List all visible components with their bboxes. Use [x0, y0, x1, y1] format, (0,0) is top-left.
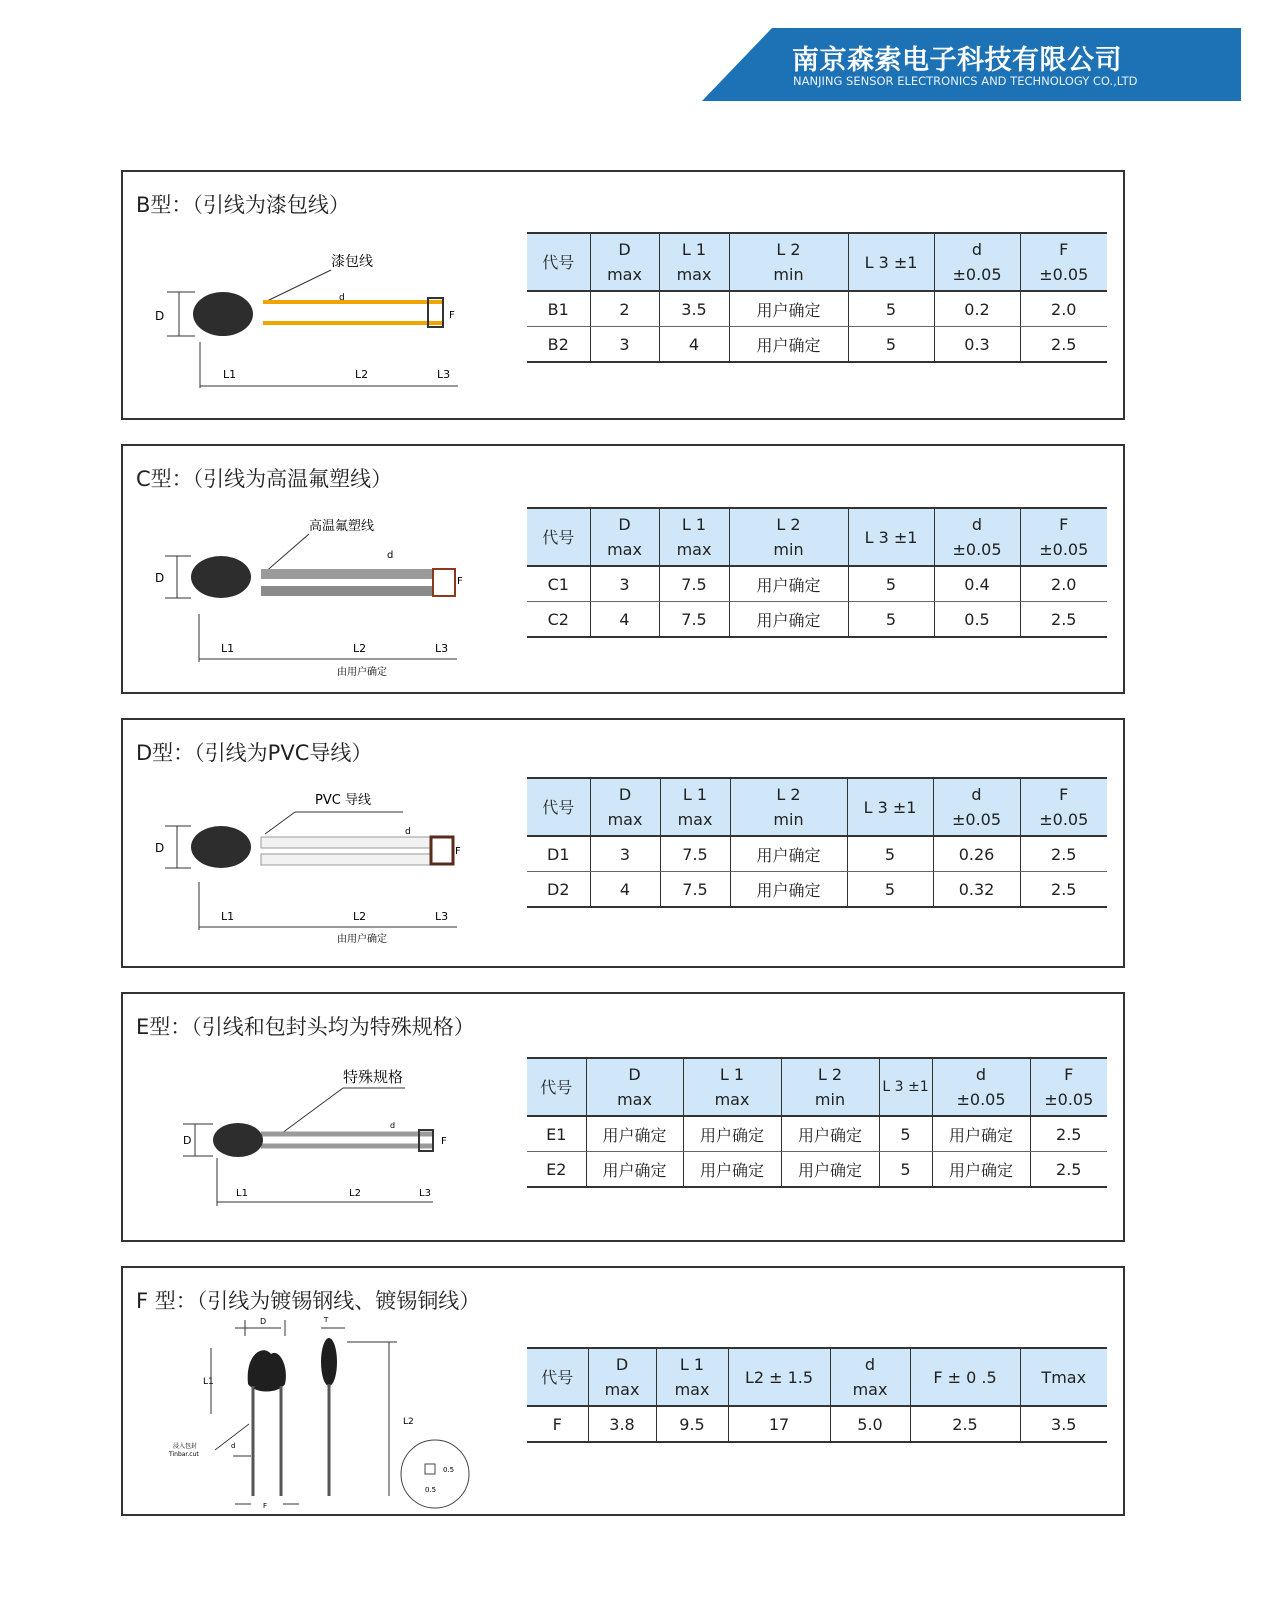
thermistor-head	[191, 556, 251, 598]
lead-label: 特殊规格	[343, 1068, 404, 1086]
table-cell: 用户确定	[586, 1152, 683, 1188]
section-f	[121, 1266, 1125, 1516]
header-cell: L2 ± 1.5	[728, 1348, 830, 1406]
table-cell: 3	[590, 836, 660, 872]
header-cell: F ±0.05	[1030, 1058, 1107, 1116]
dim-d-label: d	[387, 550, 394, 561]
dim-L2-label: L2	[353, 642, 367, 655]
thermistor-diagram	[143, 1048, 523, 1238]
lead-label: 高温氟塑线	[309, 519, 375, 534]
header-cell: D max	[590, 778, 660, 836]
section-title: D型：（引线为PVC导线）	[136, 741, 373, 765]
diagram-svg	[143, 226, 523, 416]
table-cell: 用户确定	[683, 1152, 781, 1188]
table-cell: 2.5	[1020, 327, 1107, 363]
table-cell: 2.0	[1020, 291, 1107, 327]
header-cell: d max	[830, 1348, 910, 1406]
diagram-svg	[143, 774, 523, 964]
header-cell: d ±0.05	[932, 1058, 1030, 1116]
spec-table	[527, 507, 1107, 638]
table-cell: E1	[527, 1116, 586, 1152]
table-cell: B1	[527, 291, 590, 327]
dim-D-label: D	[260, 1317, 267, 1326]
table-row	[527, 291, 1107, 327]
dim-L2-label: L2	[353, 910, 367, 923]
lead-label: 漆包线	[331, 254, 373, 270]
table-row	[527, 1116, 1107, 1152]
thermistor-diagram	[143, 226, 523, 416]
table-cell: 0.5	[934, 602, 1020, 638]
dim-D-label: D	[155, 571, 165, 585]
header-cell: D max	[586, 1058, 683, 1116]
dim-L1-label: L1	[221, 910, 235, 923]
cut-label: Tinbar.cut	[169, 1451, 199, 1458]
header-cell: L 2 min	[729, 508, 848, 566]
diagram-svg	[143, 1048, 523, 1238]
table-cell: 7.5	[659, 602, 729, 638]
thermistor-diagram	[143, 774, 523, 964]
table-cell: 用户确定	[729, 566, 848, 602]
diagram-svg	[163, 1314, 483, 1514]
dim-L2-label: L2	[403, 1417, 414, 1427]
header-cell: L 1 max	[659, 508, 729, 566]
header-cell: L 3 ±1	[848, 233, 934, 291]
spec-table	[527, 1347, 1107, 1443]
header-cell: L 1 max	[683, 1058, 781, 1116]
leader-line	[265, 812, 295, 834]
dim-L3-label: L3	[419, 1188, 431, 1199]
table-cell: 用户确定	[781, 1116, 879, 1152]
detail-label: 0.5	[443, 1466, 455, 1474]
table-cell: E2	[527, 1152, 586, 1188]
table-cell: 5	[847, 836, 933, 872]
table-cell: 2.5	[1030, 1116, 1107, 1152]
table-cell: 用户确定	[932, 1152, 1030, 1188]
table-cell: 2.5	[1030, 1152, 1107, 1188]
table-cell: 0.3	[934, 327, 1020, 363]
header-cell: D max	[588, 1348, 656, 1406]
table-row	[527, 872, 1107, 908]
company-name-cn: 南京森索电子科技有限公司	[792, 45, 1122, 76]
dim-F-label: F	[457, 576, 463, 587]
dim-note: 由用户确定	[337, 667, 387, 678]
dim-L3-label: L3	[435, 910, 449, 923]
table-row	[527, 1406, 1107, 1442]
table-row	[527, 1152, 1107, 1188]
table-header-row	[527, 233, 1107, 291]
dim-L1-label: L1	[236, 1188, 248, 1199]
header-cell: 代号	[527, 1058, 586, 1116]
table-header-row	[527, 778, 1107, 836]
table-row	[527, 836, 1107, 872]
wire-upper	[261, 837, 431, 848]
dim-L1-label: L1	[221, 642, 235, 655]
cut-label: 浸入包封	[173, 1443, 198, 1450]
header-cell: F ±0.05	[1020, 778, 1107, 836]
table-header-row	[527, 1058, 1107, 1116]
header-cell: L 1 max	[660, 778, 730, 836]
header-cell: 代号	[527, 778, 590, 836]
dim-L2-label: L2	[349, 1188, 361, 1199]
section-title: C型：（引线为高温氟塑线）	[136, 467, 393, 491]
table-cell: 9.5	[656, 1406, 728, 1442]
table-cell: 用户确定	[730, 836, 847, 872]
table-cell: 5	[848, 566, 934, 602]
detail-label: 0.5	[425, 1486, 437, 1494]
table-cell: 7.5	[660, 872, 730, 908]
table-cell: 5	[847, 872, 933, 908]
header-cell: L 1 max	[659, 233, 729, 291]
table-cell: F	[527, 1406, 588, 1442]
dim-d-label: d	[339, 293, 345, 303]
spec-table	[527, 232, 1107, 363]
table-cell: D1	[527, 836, 590, 872]
table-cell: 17	[728, 1406, 830, 1442]
table-row	[527, 327, 1107, 363]
diagram-svg	[143, 500, 523, 690]
header-cell: L 3 ±1	[847, 778, 933, 836]
header-cell: F ± 0 .5	[910, 1348, 1020, 1406]
spec-table	[527, 777, 1107, 908]
table-cell: 3.8	[588, 1406, 656, 1442]
header-cell: L 2 min	[729, 233, 848, 291]
table-cell: 2.0	[1020, 566, 1107, 602]
table-cell: 4	[590, 602, 659, 638]
header-cell: 代号	[527, 508, 590, 566]
table-cell: 用户确定	[586, 1116, 683, 1152]
dim-F-label: F	[449, 310, 455, 321]
dim-F-label: F	[263, 1502, 268, 1510]
header-cell: L 2 min	[781, 1058, 879, 1116]
wire-lower	[261, 854, 431, 865]
section-title: F 型：（引线为镀锡钢线、镀锡铜线）	[136, 1289, 481, 1313]
table-cell: 3	[590, 566, 659, 602]
table-cell: 2	[590, 291, 659, 327]
table-cell: 5	[879, 1152, 932, 1188]
dim-T-label: T	[324, 1316, 329, 1324]
table-cell: 7.5	[659, 566, 729, 602]
radial-thermistor-diagram	[163, 1314, 483, 1514]
table-cell: 2.5	[1020, 836, 1107, 872]
header-cell: D max	[590, 508, 659, 566]
section-d	[121, 718, 1125, 968]
table-cell: 用户确定	[729, 327, 848, 363]
leader-line	[278, 1088, 343, 1136]
table-row	[527, 602, 1107, 638]
dim-F-label: F	[455, 846, 461, 857]
lead-label: PVC 导线	[315, 793, 371, 808]
dim-d-label: d	[405, 827, 411, 837]
header-cell: Tmax	[1020, 1348, 1107, 1406]
dim-F-label: F	[441, 1136, 447, 1147]
table-cell: 0.2	[934, 291, 1020, 327]
table-cell: 2.5	[1020, 872, 1107, 908]
header-cell: D max	[590, 233, 659, 291]
detail-square	[425, 1464, 435, 1474]
header-cell: 代号	[527, 233, 590, 291]
table-cell: 5	[848, 327, 934, 363]
header-cell: L 3 ±1	[879, 1058, 932, 1116]
header-cell: L 2 min	[730, 778, 847, 836]
table-header-row	[527, 508, 1107, 566]
table-cell: 4	[590, 872, 660, 908]
thermistor-head	[213, 1123, 263, 1157]
table-cell: 2.5	[1020, 602, 1107, 638]
table-cell: 用户确定	[781, 1152, 879, 1188]
table-cell: 3.5	[659, 291, 729, 327]
header-cell: 代号	[527, 1348, 588, 1406]
header-cell: F ±0.05	[1020, 233, 1107, 291]
dim-note: 由用户确定	[337, 934, 387, 945]
company-name-en: NANJING SENSOR ELECTRONICS AND TECHNOLOGY CO.,LTD	[793, 74, 1138, 88]
dim-L1-label: L1	[223, 368, 237, 381]
table-cell: 3.5	[1020, 1406, 1107, 1442]
wire-upper	[261, 569, 433, 579]
header-cell: F ±0.05	[1020, 508, 1107, 566]
table-cell: 7.5	[660, 836, 730, 872]
table-row	[527, 566, 1107, 602]
table-cell: 0.26	[933, 836, 1020, 872]
dim-L2-label: L2	[355, 368, 369, 381]
section-b	[121, 170, 1125, 420]
header-cell: L 1 max	[656, 1348, 728, 1406]
thermistor-head	[191, 826, 251, 868]
header-cell: d ±0.05	[934, 233, 1020, 291]
dim-D-label: D	[183, 1134, 192, 1147]
table-cell: 5	[879, 1116, 932, 1152]
table-cell: 5.0	[830, 1406, 910, 1442]
table-cell: 4	[659, 327, 729, 363]
leader-line	[265, 270, 331, 302]
dim-D-label: D	[155, 309, 165, 323]
table-cell: 用户确定	[683, 1116, 781, 1152]
table-cell: 3	[590, 327, 659, 363]
dim-L3-label: L3	[435, 642, 449, 655]
thermistor-side-view	[321, 1338, 337, 1386]
wire-lower	[261, 586, 433, 596]
table-cell: 用户确定	[729, 602, 848, 638]
section-title: B型：（引线为漆包线）	[136, 193, 350, 217]
dim-L3-label: L3	[437, 368, 451, 381]
spec-table	[527, 1057, 1107, 1188]
table-cell: 用户确定	[932, 1116, 1030, 1152]
section-title: E型：（引线和包封头均为特殊规格）	[136, 1015, 475, 1039]
dim-L1-label: L1	[203, 1377, 214, 1387]
table-cell: 5	[848, 291, 934, 327]
dim-d-label: d	[390, 1121, 396, 1130]
table-cell: B2	[527, 327, 590, 363]
dim-d-label: d	[231, 1442, 236, 1450]
table-header-row	[527, 1348, 1107, 1406]
dim-D-label: D	[155, 841, 165, 855]
table-cell: 5	[848, 602, 934, 638]
header-cell: L 3 ±1	[848, 508, 934, 566]
table-cell: 0.32	[933, 872, 1020, 908]
table-cell: 用户确定	[730, 872, 847, 908]
leader-line	[263, 534, 309, 574]
section-c	[121, 444, 1125, 694]
table-cell: C2	[527, 602, 590, 638]
table-cell: 0.4	[934, 566, 1020, 602]
lead-end	[433, 569, 455, 596]
table-cell: 2.5	[910, 1406, 1020, 1442]
table-cell: 用户确定	[729, 291, 848, 327]
table-cell: C1	[527, 566, 590, 602]
table-cell: D2	[527, 872, 590, 908]
header-cell: d ±0.05	[934, 508, 1020, 566]
thermistor-diagram	[143, 500, 523, 690]
thermistor-head	[248, 1350, 286, 1391]
header-cell: d ±0.05	[933, 778, 1020, 836]
thermistor-head	[193, 292, 253, 336]
lead-end	[431, 837, 453, 864]
section-e	[121, 992, 1125, 1242]
